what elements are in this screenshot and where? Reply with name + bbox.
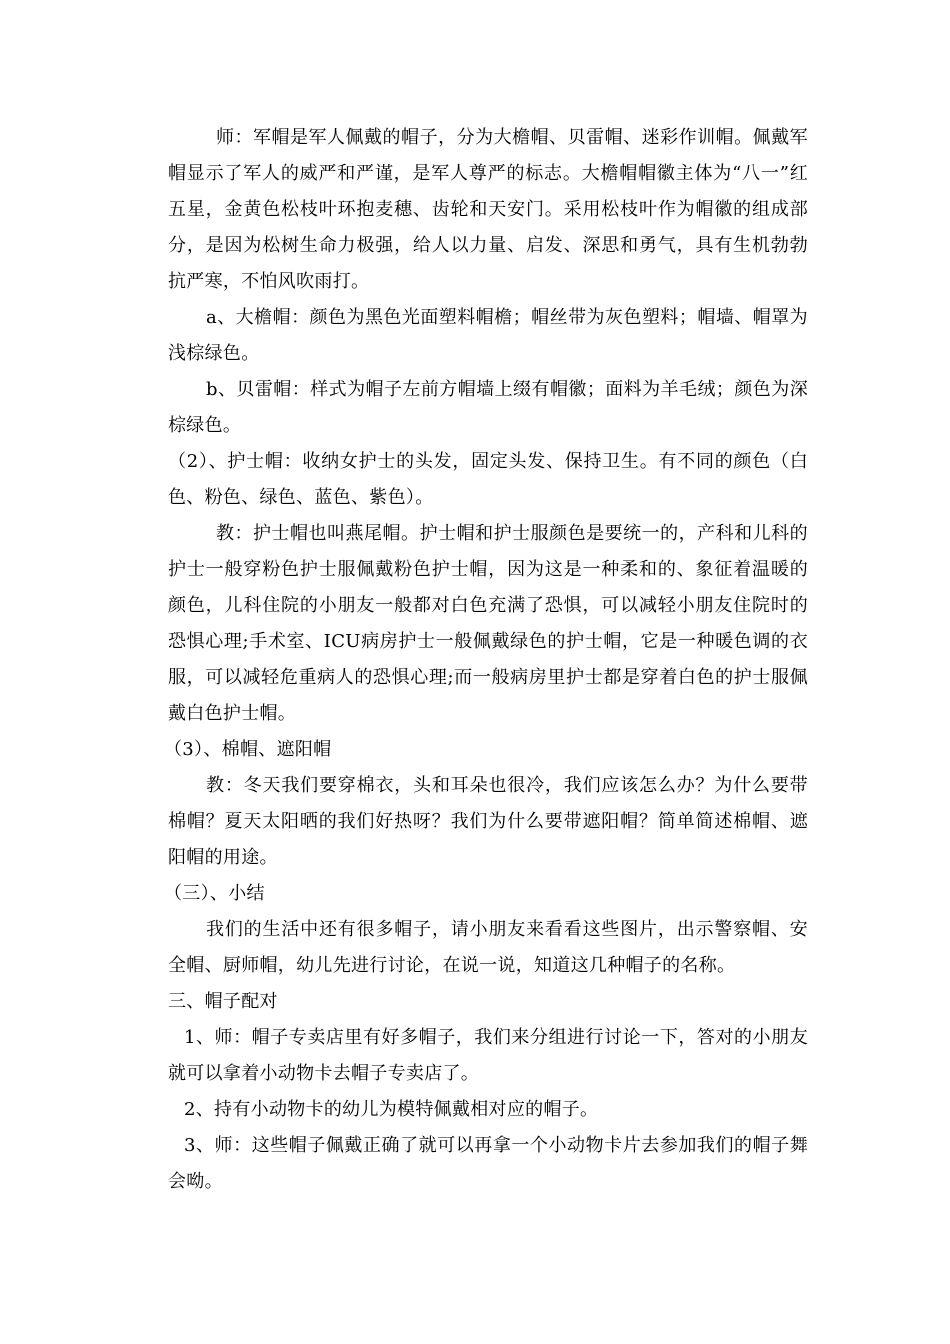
paragraph-nurse-cap-teaching: 教：护士帽也叫燕尾帽。护士帽和护士服颜色是要统一的，产科和儿科的护士一般穿粉色护士服佩戴粉色护士帽，因为这是一种柔和的、象征着温暖的颜色，儿科住院的小朋友一般都对白色充满了恐惧，可以减轻小朋友住院时的恐惧心理;手术室、ICU病房护士一般佩戴绿色的护士帽，它是一种暖色调的衣服，可以减轻危重病人的恐惧心理;而一般病房里护士都是穿着白色的护士服佩戴白色护士帽。 [168, 523, 808, 724]
document-body [164, 120, 808, 1200]
paragraph-peaked-cap: a、大檐帽：颜色为黑色光面塑料帽檐；帽丝带为灰色塑料；帽墙、帽罩为浅棕绿色。 [168, 307, 808, 364]
paragraph-summary: 我们的生活中还有很多帽子，请小朋友来看看这些图片，出示警察帽、安全帽、厨师帽，幼儿先进行讨论，在说一说，知道这几种帽子的名称。 [168, 919, 808, 976]
paragraph-summary-heading: （三）、小结 [164, 883, 265, 904]
paragraph-hat-matching-heading: 三、帽子配对 [168, 991, 278, 1012]
paragraph-cotton-sun-hat-heading: （3）、棉帽、遮阳帽 [164, 739, 332, 760]
paragraph-matching-step-3: 3、师：这些帽子佩戴正确了就可以再拿一个小动物卡片去参加我们的帽子舞会呦。 [168, 1135, 808, 1192]
paragraph-beret: b、贝雷帽：样式为帽子左前方帽墙上缀有帽徽；面料为羊毛绒；颜色为深棕绿色。 [168, 379, 808, 436]
paragraph-nurse-cap-heading: （2）、护士帽：收纳女护士的头发，固定头发、保持卫生。有不同的颜色（白色、粉色、绿色、蓝色、紫色）。 [168, 451, 808, 508]
paragraph-matching-step-1: 1、师：帽子专卖店里有好多帽子，我们来分组进行讨论一下，答对的小朋友就可以拿着小动物卡去帽子专卖店了。 [168, 1027, 808, 1084]
paragraph-matching-step-2: 2、持有小动物卡的幼儿为模特佩戴相对应的帽子。 [184, 1099, 599, 1120]
paragraph-military-cap: 师：军帽是军人佩戴的帽子，分为大檐帽、贝雷帽、迷彩作训帽。佩戴军帽显示了军人的威严和严谨，是军人尊严的标志。大檐帽帽徽主体为“八一”红五星，金黄色松枝叶环抱麦穗、齿轮和天安门。采用松枝叶作为帽徽的组成部分，是因为松树生命力极强，给人以力量、启发、深思和勇气，具有生机勃勃抗严寒，不怕风吹雨打。 [168, 127, 808, 292]
paragraph-cotton-sun-hat-teaching: 教：冬天我们要穿棉衣，头和耳朵也很冷，我们应该怎么办？为什么要带棉帽？夏天太阳晒的我们好热呀？我们为什么要带遮阳帽？简单简述棉帽、遮阳帽的用途。 [168, 775, 808, 868]
